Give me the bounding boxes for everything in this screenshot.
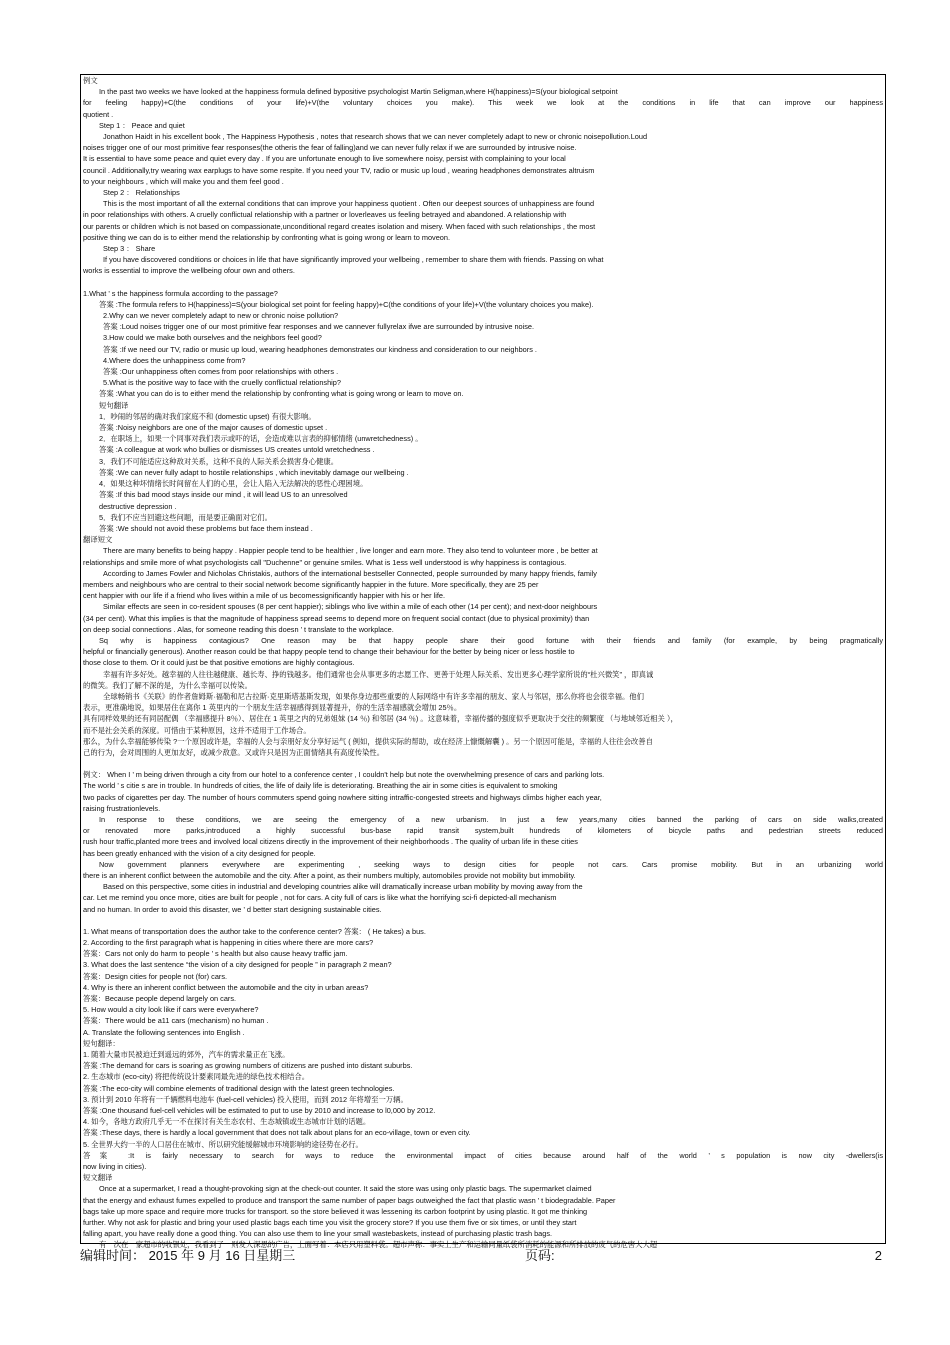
text-line: for feeling happy)+C(the conditions of your life)+V(the voluntary choices you make). This week we look at the conditions in life that can improve our happiness [83,98,883,108]
text-line: cent happier with our life if a friend who lives within a mile of us becomessignificantly happier with his or her life. [83,591,446,601]
text-line: 1.What ’ s the happiness formula according to the passage? [83,288,278,298]
text-line [83,277,883,288]
text-line: 1．吵闹的邻居的确对我们家庭不和 (domestic upset) 有很大影响。 [99,411,316,421]
text-line: 答案 :A colleague at work who bullies or dismisses US creates untold wretchedness . [99,445,375,455]
text-line: It is essential to have some peace and quiet every day . If you are unfortunate enough to live somewhere noisy, persist with complaining to your local [83,154,566,164]
text-line: The world ’ s citie s are in trouble. In hundreds of cities, the life of daily life is deteriorating. Breathing the air in some cities is equivalent to smoking [83,781,558,791]
text-line: in poor relationships with others. A cruelly conflictual relationship with a partner or loverleaves us feeling betrayed and abandoned. A relationship with [83,210,567,220]
document-text [81,75,885,1251]
text-line: Once at a supermarket, I read a thought-provoking sign at the check-out counter. It said the store was using only plastic bags. The supermarket claimed [99,1184,592,1194]
text-line: 短文翻译 [83,1173,113,1183]
text-line: (34 per cent). What this implies is that the magnitude of happiness spread seems to depend more on frequent social contact (due to physical proximity) than [83,613,590,623]
text-line: and no human. In order to avoid this disaster, we ’ d better start designing sustainable cities. [83,904,382,914]
text-line: A. Translate the following sentences into English . [83,1027,245,1037]
page-footer [80,1247,884,1265]
text-line: that the energy and exhaust fumes expelled to produce and transport the same number of paper bags outweighed the fact that plastic wasn ’ t biodegradable. Paper [83,1195,616,1205]
text-line: further. Why not ask for plastic and bring your used plastic bags each time you visit the grocery store? If you use them five or six times, or until they start [83,1218,577,1228]
text-line: destructive depression . [99,501,177,511]
text-line: two packs of cigarettes per day. The number of hours commuters spend going nowhere sitting intraffic-congested streets and highways climbs higher each year, [83,792,602,802]
text-line: 3．我们不可能适应这种敌对关系，这种不良的人际关系会损害身心健康。 [99,456,339,466]
text-line: 4.Where does the unhappiness come from? [103,355,246,365]
text-line: 有一次在一家超市的收银处，我看到了一则发人深思的广告，上面写着：本店只用塑料袋。超市声称：事实上生产和运输同量纸袋所消耗的能源和所排放的废气的危害大大超 [99,1240,658,1250]
text-line: 3.How could we make both ourselves and the neighbors feel good? [103,333,322,343]
text-line [83,758,883,769]
text-line: 4. 如今，各地方政府几乎无一不在探讨有关生态农村、生态城镇或生态城市计划的话题。 [83,1117,371,1127]
page-label: 页码: [525,1248,555,1263]
text-line: 答案 :These days, there is hardly a local government that does not talk about plans for an eco-village, town or even city. [83,1128,471,1138]
text-line: to your neighbours , which will make you and them feel good . [83,176,284,186]
text-line: 3. What does the last sentence “the vision of a city designed for people ” in paragraph 2 mean? [83,960,392,970]
text-line: or renovated more parks,introduced a highly successful bus-base rapid transit system,built hundreds of kilometers of bicycle paths and pedestrian streets reduced [83,826,883,836]
text-line: 答案 :It is fairly necessary to search for ways to reduce the environmental impact of cities because around half of the world ’ s population is now city -dwellers(is [83,1150,883,1160]
text-line: falling apart, you have really done a good thing. You can also use them to line your small wastebaskets, instead of purchasing plastic trash bags. [83,1229,553,1239]
text-line: works is essential to improve the wellbeing ofour own and others. [83,266,295,276]
text-line: car. Let me remind you once more, cities are built for people , not for cars. A city full of cars is like what the horrifying sci-fi depicted-all mechanism [83,893,557,903]
text-line: quotient . [83,109,114,119]
text-line: Step 3 ： Share [103,244,156,254]
text-line: 翻译短文 [83,535,113,545]
text-line: According to James Fowler and Nicholas Christakis, authors of the international bestseller Connected, people surrounded by many happy friends, family [103,568,597,578]
text-line: on deep social connections . Alas, for someone reading this doesn ’ t translate to the workplace. [83,624,394,634]
text-line: Jonathon Haidt in his excellent book , The Happiness Hypothesis , notes that research shows that we can never completely adapt to new or chronic noisepollution.Loud [103,132,648,141]
text-line: 答案：Design cities for people not (for) cars. [83,971,228,981]
text-line: 答案：Cars not only do harm to people ’ s health but also cause heavy traffic jam. [83,949,348,959]
text-line: 答案：There would be a11 cars (mechanism) no human . [83,1016,269,1026]
text-line: positive thing we can do is to either mend the relationship by confronting what is going wrong or learn to moveon. [83,232,450,242]
text-line: Step 2 ： Relationships [103,188,180,198]
text-line: 3. 预计到 2010 年将有一千辆燃料电池车 (fuel-cell vehicles) 投入使用，而到 2012 年将增至一万辆。 [83,1094,408,1104]
text-line: has been greatly enhanced with the vision of a city designed for people. [83,848,316,858]
text-line: This is the most important of all the external conditions that can improve your happiness quotient . Often our deepest sources of unhappiness are found [103,199,595,209]
text-line: Sq why is happiness contagious? One reason may be that happy people share their good fortune with their friends and family (for example, by being pragmatically [99,635,883,645]
text-line: 答案 :We can never fully adapt to hostile relationships , which inevitably damage our wellbeing . [99,467,409,477]
page-number: 2 [874,1248,882,1263]
text-line: 表示，更准确地说，如果居住在离你 1 英里内的一个朋友生活幸福感得到显著提升，你的生活幸福感就会增加 25％。 [83,703,462,713]
text-line: 具有同样效果的还有同居配偶 （幸福感提升 8％）、居住在 1 英里之内的兄弟姐妹 (14 ％) 和邻居 (34 ％) 。这意味着，幸福传播的强度似乎更取决于交往的频繁度 （与地域邻近相关 ）， [83,714,678,724]
text-line: Step 1 ： Peace and quiet [99,120,185,130]
text-line: 2.Why can we never completely adapt to new or chronic noise pollution? [103,311,339,321]
text-line: 答案：Because people depend largely on cars. [83,993,237,1003]
text-line: those close to them. Or it could just be that positive emotions are highly contagious. [83,658,355,668]
text-line: bags take up more space and require more trucks for transport. so the store believed it was lessening its carbon footprint by using plastic. It got me thinking [83,1206,588,1216]
text-line: 答案 :If this bad mood stays inside our mind , it will lead US to an unresolved [99,490,348,500]
text-line: our parents or children which is not based on compassionate,unconditional regard creates isolation and misery. When faced with such relationships , the most [83,221,596,231]
text-line: 答案 :Noisy neighbors are one of the major causes of domestic upset . [99,423,328,433]
text-line: now living in cities). [83,1162,147,1171]
text-line: 的微笑。我们了解不深的是，为什么幸福可以传染。 [83,680,252,690]
text-line: 5.What is the positive way to face with the cruelly conflictual relationship? [103,378,341,388]
text-line: 5. How would a city look like if cars were everywhere? [83,1005,259,1015]
edit-time: 编辑时间： 2015 年 9 月 16 日星期三 [80,1248,296,1263]
text-line: 答案 :One thousand fuel-cell vehicles will be estimated to put to use by 2010 and increase to l0,000 by 2012. [83,1106,436,1115]
text-line: 己的行为，会对周围的人更加友好，或减少敌意。又或许只是因为正面情绪具有高度传染性。 [83,747,385,757]
document-page [80,74,886,1250]
text-line: 2．在职场上，如果一个同事对我们表示或吓的话，会造成难以言表的抑郁情绪 (unwretchedness) 。 [99,434,423,444]
text-line: 4．如果这种坏情绪长时间留在人们的心里，会让人陷入无法解决的恶性心理困境。 [99,479,368,489]
text-line: 短句翻译 [99,400,129,410]
text-line: Similar effects are seen in co-resident spouses (8 per cent happier); siblings who live within a mile of each other (14 per cent); and next-door neighbours [103,602,598,612]
text-line: 2. According to the first paragraph what is happening in cities where there are more cars? [83,937,374,947]
text-line: 答案 :The eco-city will combine elements of traditional design with the latest green technologies. [83,1083,395,1093]
text-line: 短句翻译： [83,1038,120,1048]
text-line: If you have discovered conditions or choices in life that have significantly improved your wellbeing , remember to share them with friends. Passing on what [103,255,604,265]
text-line: rush hour traffic,planted more trees and involved local citizens directly in the improvement of their neighborhoods . The quality of urban life in these cities [83,837,578,847]
text-line: 5. 全世界大约一半的人口居住在城市、所以研究能缓解城市环境影响的途径势在必行。 [83,1139,363,1149]
text-line: 1. What means of transportation does the author take to the conference center? 答案： ( He takes) a bus. [83,926,426,936]
text-line: There are many benefits to being happy . Happier people tend to be healthier , live longer and earn more. They also tend to volunteer more , be better at [103,546,598,556]
text-line: raising frustrationlevels. [83,803,161,813]
text-line: In the past two weeks we have looked at the happiness formula defined bypositive psychologist Martin Seligman,where H(happiness)=S(your biological setpoint [99,87,618,97]
text-line: Now government planners everywhere are experimenting , seeking ways to design cities for people not cars. Cars promise mobility. But in an urbanizing world [99,859,883,869]
text-line: relationships and smile more of what psychologists call "Duchenne" or genuine smiles. What is 1ess well understood is why happiness is contagious. [83,557,567,567]
text-line: 那么，为什么幸福能够传染 ?一个原因或许是，幸福的人会与亲朋好友分享好运气 ( 例如，提供实际的帮助，或在经济上慷慨解囊 ) 。另一个原因可能是，幸福的人往往会改善自 [83,736,653,746]
text-line: 答案 :We should not avoid these problems but face them instead . [99,523,313,533]
text-line: 全球畅销书《关联》的作者詹姆斯·福勒和尼古拉斯·克里斯塔基斯发现，如果你身边那些重要的人际网络中有许多幸福的朋友、家人与邻居，那么你将也会很幸福。他们 [103,691,644,701]
text-line: 而不是社会关系的深度。可惜由于某种原因，这并不适用于工作场合。 [83,725,311,735]
text-line: 5．我们不应当回避这些问题，而是要正确面对它们。 [99,512,272,522]
text-line: members and neighbours who are central to their social network become significantly happier in the future. More specifically, they are 25 per [83,579,539,589]
text-line: 1. 随着大量市民被迫迁到遥远的郊外，汽车的需求量正在飞涨。 [83,1049,290,1059]
text-line: noises trigger one of our most primitive fear responses(the otheris the fear of falling)and we can never fully relax if we are surrounded by intrusive noise. [83,143,577,153]
text-line: 答案 :Loud noises trigger one of our most primitive fear responses and we cannever fullyrelax ifwe are surrounded by intrusive noise. [103,322,535,332]
text-line: 幸福有许多好处。越幸福的人往往越健康、越长寿、挣的钱越多。他们通常也会从事更多的志愿工作、更善于处理人际关系、发出更多心理学家所说的“杜兴微笑” ，即真诚 [103,669,654,679]
text-line: helpful or financially generous). Another reason could be that happy people tend to change their behaviour for the better by being nicer or less hostile to [83,647,575,657]
text-line: 答案 :The demand for cars is soaring as growing numbers of citizens are pushed into distant suburbs. [83,1061,413,1071]
text-line: Based on this perspective, some cities in industrial and developing countries alike will dramatically increase urban mobility by moving away from the [103,882,583,892]
text-line: there is an inherent conflict between the automobile and the city. After a point, as their numbers multiply, automobiles provide not mobility but immobility. [83,870,576,880]
text-line: council . Additionally,try wearing wax earplugs to have some respite. If you need your TV, radio or music up loud , wearing headphones demonstrates altruism [83,165,595,175]
text-line: In response to these conditions, we are seeing the emergency of a new urbanism. In just a few years,many cities banned the parking of cars on side walks,created [99,814,883,824]
text-line: 答案 :The formula refers to H(happiness)=S(your biological set point for feeling happy)+C(the conditions of your life)+V(the voluntary choices you make). [99,299,594,309]
text-line: 4. Why is there an inherent conflict between the automobile and the city in urban areas? [83,982,369,992]
text-line: 答案 :Our unhappiness often comes from poor relationships with others . [103,367,339,377]
text-line: 答案 :What you can do is to either mend the relationship by confronting what is going wrong or learn to move on. [99,389,464,399]
text-line [83,915,883,926]
text-line: 例文 [83,76,98,85]
text-line: 例文： When I ’ m being driven through a city from our hotel to a conference center , I couldn't help but note the overwhelming presence of cars and parking lots. [83,770,605,780]
text-line: 答案 :If we need our TV, radio or music up loud, wearing headphones demonstrates our kindness and consideration to our neighbors . [103,344,537,354]
text-line: 2. 生态城市 (eco-city) 将把传统设计要素同最先进的绿色技术相结合。 [83,1072,310,1082]
